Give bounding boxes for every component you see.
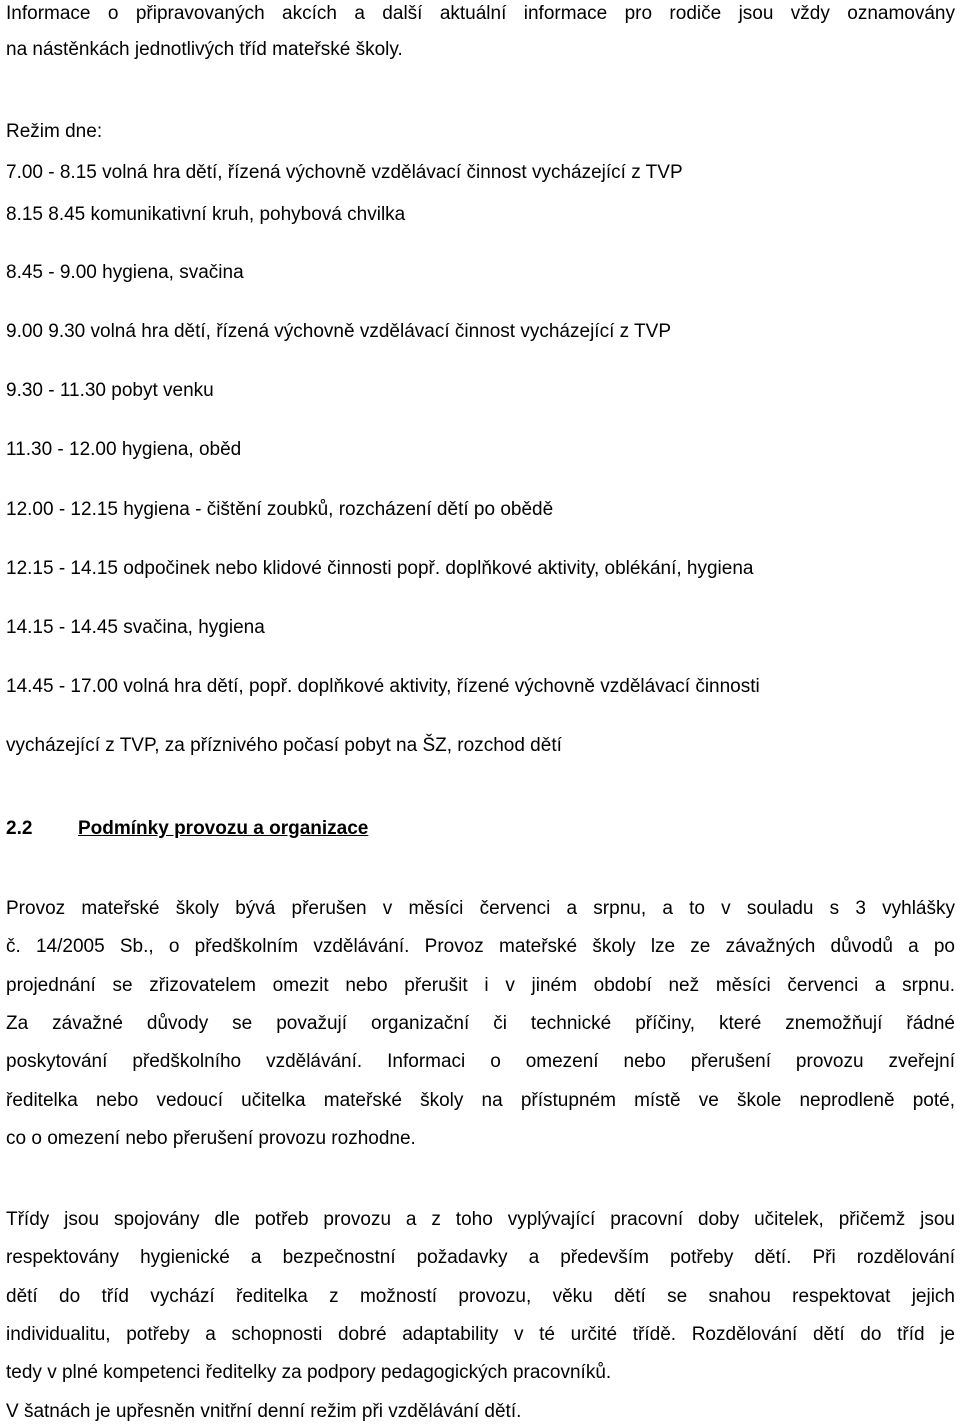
schedule-item: 7.00 - 8.15 volná hra dětí, řízená výchovně vzdělávací činnost vycházející z TVP xyxy=(6,162,683,183)
paragraph-1-line: Za závažné důvody se považují organizační či technické příčiny, které znemožňují řádné xyxy=(6,1013,955,1034)
paragraph-1-line: projednání se zřizovatelem omezit nebo přerušit i v jiném období než měsíci červenci a srpnu. xyxy=(6,975,955,996)
paragraph-1-line: co o omezení nebo přerušení provozu rozhodne. xyxy=(6,1128,416,1149)
intro-line-2: na nástěnkách jednotlivých tříd mateřské školy. xyxy=(6,39,403,60)
schedule-item: 9.00 9.30 volná hra dětí, řízená výchovně vzdělávací činnost vycházející z TVP xyxy=(6,321,672,342)
paragraph-2-line: V šatnách je upřesněn vnitřní denní režim při vzdělávání dětí. xyxy=(6,1401,522,1422)
schedule-item: 8.15 8.45 komunikativní kruh, pohybová chvilka xyxy=(6,204,406,225)
schedule-item: 14.45 - 17.00 volná hra dětí, popř. doplňkové aktivity, řízené výchovně vzdělávací činnosti xyxy=(6,676,760,697)
schedule-item: 12.15 - 14.15 odpočinek nebo klidové činnosti popř. doplňkové aktivity, oblékání, hygiena xyxy=(6,558,754,579)
paragraph-1-line: Provoz mateřské školy bývá přerušen v měsíci červenci a srpnu, a to v souladu s 3 vyhlášky xyxy=(6,898,955,919)
paragraph-1-line: ředitelka nebo vedoucí učitelka mateřské školy na přístupném místě ve škole neprodleně poté, xyxy=(6,1090,955,1111)
section-title: Podmínky provozu a organizace xyxy=(78,818,369,839)
intro-line-1: Informace o připravovaných akcích a další aktuální informace pro rodiče jsou vždy oznamovány xyxy=(6,3,955,24)
schedule-item: 8.45 - 9.00 hygiena, svačina xyxy=(6,262,244,283)
paragraph-2-line: respektovány hygienické a bezpečnostní požadavky a především potřeby dětí. Při rozdělování xyxy=(6,1247,955,1268)
section-heading xyxy=(6,817,368,841)
paragraph-2-line: dětí do tříd vychází ředitelka z možností provozu, věku dětí se snahou respektovat jejich xyxy=(6,1286,955,1307)
section-number: 2.2 xyxy=(6,818,33,839)
paragraph-2-line: individualitu, potřeby a schopnosti dobré adaptability v té určité třídě. Rozdělování dětí do tříd je xyxy=(6,1324,955,1345)
schedule-item: 9.30 - 11.30 pobyt venku xyxy=(6,380,214,401)
paragraph-1-line: poskytování předškolního vzdělávání. Informaci o omezení nebo přerušení provozu zveřejní xyxy=(6,1051,955,1072)
schedule-item: 12.00 - 12.15 hygiena - čištění zoubků, rozcházení dětí po obědě xyxy=(6,499,554,520)
paragraph-2-line: tedy v plné kompetenci ředitelky za podpory pedagogických pracovníků. xyxy=(6,1362,612,1383)
paragraph-1-line: č. 14/2005 Sb., o předškolním vzdělávání. Provoz mateřské školy lze ze závažných důvodů a po xyxy=(6,936,955,957)
schedule-title: Režim dne: xyxy=(6,121,103,142)
paragraph-2-line: Třídy jsou spojovány dle potřeb provozu a z toho vyplývající pracovní doby učitelek, přičemž jsou xyxy=(6,1209,955,1230)
schedule-item-continuation: vycházející z TVP, za příznivého počasí pobyt na ŠZ, rozchod dětí xyxy=(6,735,562,756)
schedule-item: 14.15 - 14.45 svačina, hygiena xyxy=(6,617,265,638)
schedule-item: 11.30 - 12.00 hygiena, oběd xyxy=(6,439,242,460)
